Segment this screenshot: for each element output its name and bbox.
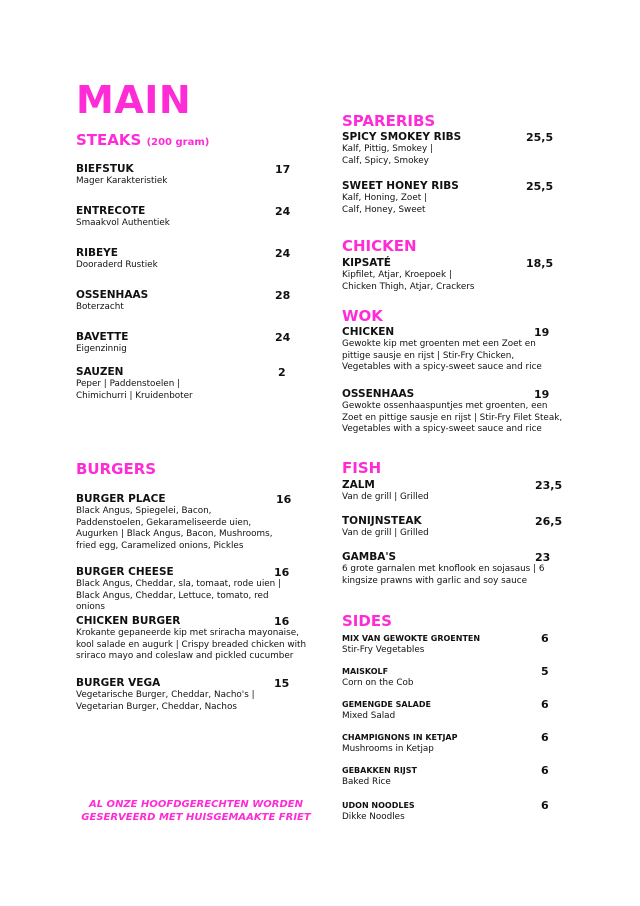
item-desc: Gewokte ossenhaaspuntjes met groenten, een Zoet en pittige sausje en rijst | Stir-Fry Filet Steak, Vegetables with a spicy-sweet sauce and rice (342, 401, 563, 434)
sides-heading: SIDES (342, 612, 392, 630)
steaks-heading (76, 131, 209, 149)
item-name: BURGER CHEESE (76, 566, 174, 578)
menu-item-burger-vega (76, 677, 296, 713)
item-desc: Dikke Noodles (342, 812, 405, 822)
item-name: SAUZEN (76, 366, 124, 378)
steaks-heading-note: (200 gram) (146, 137, 210, 148)
item-price: 6 (541, 731, 549, 744)
wok-heading: WOK (342, 307, 383, 325)
item-price: 6 (541, 764, 549, 777)
footer-note (76, 798, 316, 824)
item-desc: Eigenzinnig (76, 344, 127, 354)
item-name: OSSENHAAS (342, 388, 415, 400)
item-desc: Mushrooms in Ketjap (342, 744, 434, 754)
item-price: 28 (275, 289, 291, 302)
menu-item-sauzen (76, 366, 291, 402)
item-desc: Gewokte kip met groenten met een Zoet en pittige sausje en rijst | Stir-Fry Chicken, Vegetables with a spicy-sweet sauce and rice (342, 339, 542, 372)
menu-item-mix-groenten (342, 632, 557, 657)
item-price: 17 (275, 163, 291, 176)
menu-item-gebakken-rijst (342, 764, 557, 789)
item-name: SWEET HONEY RIBS (342, 180, 459, 192)
menu-item-biefstuk (76, 163, 291, 188)
item-desc: Peper | Paddenstoelen | Chimichurri | Kruidenboter (76, 379, 193, 401)
item-desc: Van de grill | Grilled (342, 492, 429, 502)
page-title: MAIN (76, 78, 192, 122)
footer-line-2: GESERVEERD MET HUISGEMAAKTE FRIET (81, 812, 311, 823)
footer-line-1: AL ONZE HOOFDGERECHTEN WORDEN (88, 799, 304, 810)
item-desc: Van de grill | Grilled (342, 528, 429, 538)
item-desc: Smaakvol Authentiek (76, 218, 170, 228)
menu-item-tonijnsteak (342, 515, 567, 540)
menu-item-gemengde-salade (342, 698, 557, 723)
menu-item-spicy-smokey-ribs (342, 131, 557, 167)
item-price: 24 (275, 205, 291, 218)
menu-item-wok-chicken (342, 326, 567, 374)
item-price: 15 (274, 677, 290, 690)
menu-item-bavette (76, 331, 291, 356)
item-desc: Krokante gepaneerde kip met sriracha mayonaise, kool salade en augurk | Crispy breaded chicken with sriraco mayo and coleslaw and pickled cucumber (76, 628, 307, 661)
item-name: GEBAKKEN RIJST (342, 766, 417, 775)
item-name: CHICKEN BURGER (76, 615, 181, 627)
fish-heading: FISH (342, 459, 382, 477)
item-price: 6 (541, 698, 549, 711)
item-price: 16 (274, 566, 290, 579)
item-price: 6 (541, 632, 549, 645)
item-desc: Baked Rice (342, 777, 391, 787)
item-price: 25,5 (526, 131, 554, 144)
item-price: 24 (275, 247, 291, 260)
item-price: 24 (275, 331, 291, 344)
item-desc: Kalf, Pittig, Smokey | Calf, Spicy, Smokey (342, 144, 433, 166)
item-desc: Boterzacht (76, 302, 124, 312)
item-name: BURGER PLACE (76, 493, 166, 505)
item-name: CHICKEN (342, 326, 395, 338)
item-price: 5 (541, 665, 549, 678)
burgers-heading: BURGERS (76, 460, 157, 478)
item-name: GAMBA'S (342, 551, 397, 563)
item-price: 25,5 (526, 180, 554, 193)
menu-item-udon-noodles (342, 799, 557, 824)
item-name: ENTRECOTE (76, 205, 146, 217)
menu-item-ossenhaas (76, 289, 291, 314)
item-name: OSSENHAAS (76, 289, 149, 301)
item-desc: Black Angus, Cheddar, sla, tomaat, rode uien | Black Angus, Cheddar, Lettuce, tomato, red onions (76, 579, 282, 612)
item-price: 19 (534, 326, 550, 339)
menu-item-burger-cheese (76, 566, 296, 614)
item-desc: Dooraderd Rustiek (76, 260, 158, 270)
item-desc: Mager Karakteristiek (76, 176, 168, 186)
item-desc: Corn on the Cob (342, 678, 414, 688)
item-name: BAVETTE (76, 331, 129, 343)
item-name: MIX VAN GEWOKTE GROENTEN (342, 634, 481, 643)
item-price: 23,5 (535, 479, 563, 492)
item-price: 26,5 (535, 515, 563, 528)
item-name: ZALM (342, 479, 375, 491)
item-desc: Mixed Salad (342, 711, 396, 721)
item-name: UDON NOODLES (342, 801, 415, 810)
spareribs-heading: SPARERIBS (342, 112, 436, 130)
item-price: 16 (274, 615, 290, 628)
menu-item-burger-place (76, 493, 296, 552)
item-price: 6 (541, 799, 549, 812)
menu-item-kipsate (342, 257, 557, 293)
item-name: BIEFSTUK (76, 163, 134, 175)
menu-item-ribeye (76, 247, 291, 272)
item-name: CHAMPIGNONS IN KETJAP (342, 733, 458, 742)
menu-item-champignons (342, 731, 557, 756)
item-name: KIPSATÉ (342, 257, 391, 269)
item-desc: 6 grote garnalen met knoflook en sojasaus | 6 kingsize prawns with garlic and soy sauce (342, 564, 545, 586)
item-price: 23 (535, 551, 551, 564)
menu-item-gambas (342, 551, 567, 587)
item-desc: Vegetarische Burger, Cheddar, Nacho's | Vegetarian Burger, Cheddar, Nachos (76, 690, 255, 712)
item-desc: Stir-Fry Vegetables (342, 645, 425, 655)
item-desc: Kalf, Honing, Zoet | Calf, Honey, Sweet (342, 193, 427, 215)
item-name: TONIJNSTEAK (342, 515, 422, 527)
item-price: 18,5 (526, 257, 554, 270)
item-name: SPICY SMOKEY RIBS (342, 131, 462, 143)
item-desc: Black Angus, Spiegelei, Bacon, Paddenstoelen, Gekarameliseerde uien, Augurken | Black Angus, Bacon, Mushrooms, fried egg, Caramelized onions, Pickles (76, 506, 273, 551)
item-name: BURGER VEGA (76, 677, 161, 689)
menu-item-maiskolf (342, 665, 557, 690)
menu-item-zalm (342, 479, 567, 504)
item-desc: Kipfilet, Atjar, Kroepoek | Chicken Thigh, Atjar, Crackers (342, 270, 475, 292)
item-price: 16 (276, 493, 292, 506)
item-price: 2 (278, 366, 286, 379)
item-name: MAISKOLF (342, 667, 389, 676)
chicken-heading: CHICKEN (342, 237, 417, 255)
item-name: RIBEYE (76, 247, 118, 259)
menu-item-wok-ossenhaas (342, 388, 567, 436)
item-price: 19 (534, 388, 550, 401)
menu-item-entrecote (76, 205, 291, 230)
steaks-heading-text: STEAKS (76, 131, 142, 149)
item-name: GEMENGDE SALADE (342, 700, 431, 709)
menu-item-chicken-burger (76, 615, 316, 663)
menu-item-sweet-honey-ribs (342, 180, 557, 216)
